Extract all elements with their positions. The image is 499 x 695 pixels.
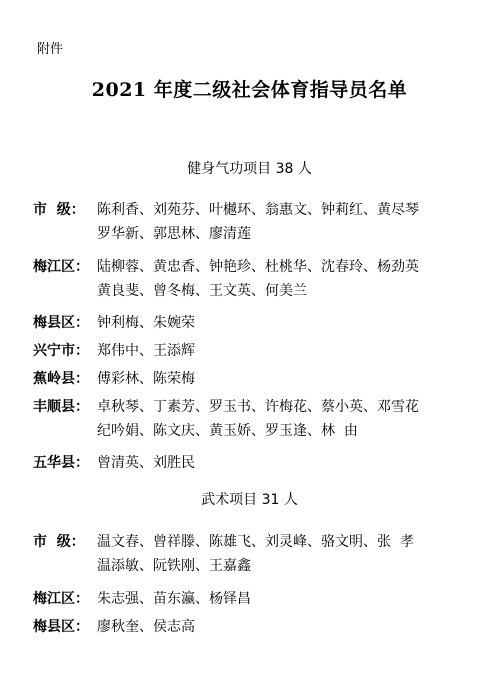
region-label: 市 级： xyxy=(33,534,85,550)
name-line: 温添敏、阮铁刚、王嘉鑫 xyxy=(97,558,251,574)
name-list xyxy=(97,395,497,443)
section-title-wushu: 武术项目 31 人 xyxy=(201,492,298,508)
name-line: 郑伟中、王添辉 xyxy=(97,343,195,359)
name-list xyxy=(97,530,497,578)
name-line: 朱志强、苗东瀛、杨铎昌 xyxy=(97,591,251,607)
region-label: 蕉岭县： xyxy=(33,371,89,387)
name-line: 陆柳蓉、黄忠香、钟艳珍、杜桃华、沈春玲、杨劲英 xyxy=(97,259,419,275)
name-list xyxy=(97,587,497,611)
name-list xyxy=(97,198,497,246)
name-list xyxy=(97,311,497,335)
section-title-qigong: 健身气功项目 38 人 xyxy=(187,161,312,177)
name-line: 陈利香、刘苑芬、叶樾环、翁惠文、钟莉红、黄尽琴 xyxy=(97,202,419,218)
attachment-label: 附件 xyxy=(37,42,64,57)
region-label: 梅县区： xyxy=(33,315,89,331)
name-line: 黄良斐、曾冬梅、王文英、何美兰 xyxy=(97,283,307,299)
name-list xyxy=(97,255,497,303)
name-line: 温文春、曾祥滕、陈雄飞、刘灵峰、骆文明、张 孝 xyxy=(97,534,414,550)
name-line: 卓秋琴、丁素芳、罗玉书、许梅花、蔡小英、邓雪花 xyxy=(97,399,419,415)
name-line: 纪吟娟、陈文庆、黄玉娇、罗玉逢、林 由 xyxy=(97,423,358,439)
region-label: 丰顺县： xyxy=(33,399,89,415)
name-list xyxy=(97,339,497,363)
region-label: 市 级： xyxy=(33,202,85,218)
name-line: 罗华新、郭思林、廖清莲 xyxy=(97,226,251,242)
region-label: 兴宁市： xyxy=(33,343,89,359)
name-list xyxy=(97,367,497,391)
region-label: 梅江区： xyxy=(33,591,89,607)
name-line: 廖秋奎、侯志高 xyxy=(97,619,195,635)
region-label: 梅江区： xyxy=(33,259,89,275)
region-label: 梅县区： xyxy=(33,619,89,635)
name-list xyxy=(97,615,497,639)
name-line: 曾清英、刘胜民 xyxy=(97,455,195,471)
name-line: 钟利梅、朱婉荣 xyxy=(97,315,195,331)
name-list xyxy=(97,451,497,475)
region-label: 五华县： xyxy=(33,455,89,471)
document-title: 2021 年度二级社会体育指导员名单 xyxy=(91,79,408,101)
name-line: 傅彩林、陈荣梅 xyxy=(97,371,195,387)
